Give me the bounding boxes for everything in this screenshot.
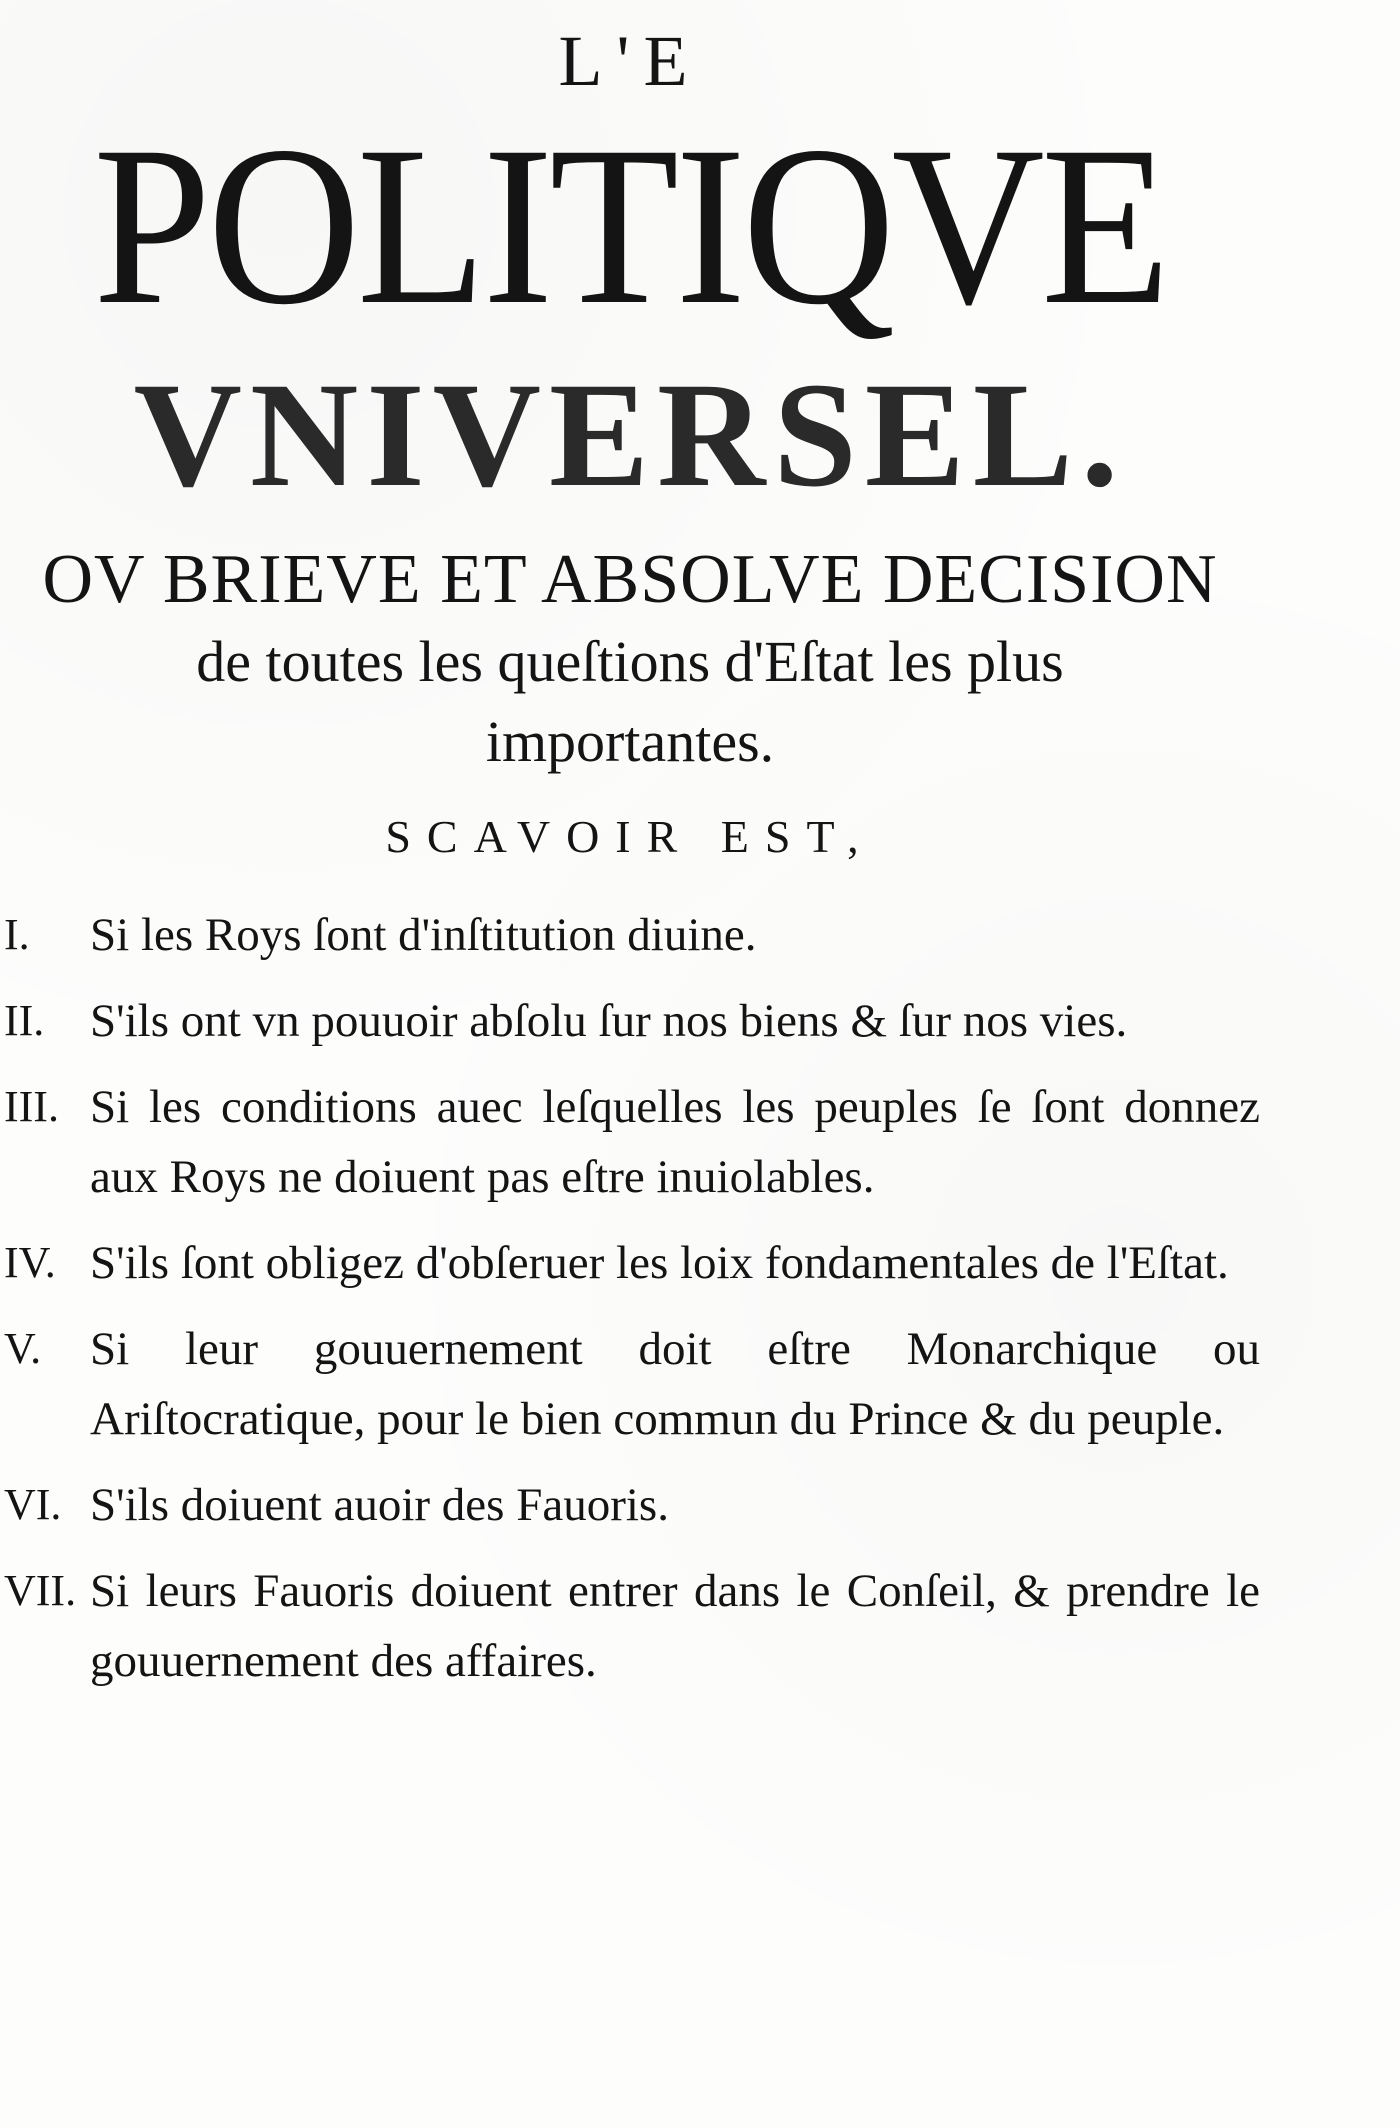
question-number: IV. bbox=[4, 1238, 56, 1287]
question-number: VI. bbox=[4, 1480, 62, 1529]
question-text: Si leurs Fauoris doiuent entrer dans le Conſeil, & prendre le gouuernement des affaires. bbox=[90, 1565, 1260, 1687]
title-article: L'E bbox=[558, 21, 702, 101]
description-line-1: de toutes les queſtions d'Eſtat les plus bbox=[196, 629, 1064, 694]
question-item bbox=[0, 986, 1280, 1056]
question-text: Si les conditions auec leſquelles les peuples ſe ſont donnez aux Roys ne doiuent pas eſtre inuiolables. bbox=[90, 1081, 1260, 1203]
question-item bbox=[0, 1072, 1280, 1212]
question-text: S'ils ont vn pouuoir abſolu ſur nos biens & ſur nos vies. bbox=[90, 995, 1128, 1047]
questions-list bbox=[0, 900, 1280, 1712]
question-item bbox=[0, 1314, 1280, 1454]
question-text: S'ils doiuent auoir des Fauoris. bbox=[90, 1479, 669, 1531]
question-number: V. bbox=[4, 1324, 42, 1373]
question-text: Si les Roys ſont d'inſtitution diuine. bbox=[90, 909, 757, 961]
question-number: VII. bbox=[4, 1566, 77, 1615]
question-number: I. bbox=[4, 910, 30, 959]
main-title: POLITIQVE bbox=[93, 100, 1167, 352]
subtitle: OV BRIEVE ET ABSOLVE DECISION bbox=[42, 541, 1218, 618]
question-item bbox=[0, 1556, 1280, 1696]
question-item bbox=[0, 900, 1280, 970]
question-number: III. bbox=[4, 1082, 59, 1131]
question-text: S'ils ſont obligez d'obſeruer les loix fondamentales de l'Eſtat. bbox=[90, 1237, 1229, 1289]
question-text: Si leur gouuernement doit eſtre Monarchique ou Ariſtocratique, pour le bien commun du Prince & du peuple. bbox=[90, 1323, 1260, 1445]
question-number: II. bbox=[4, 996, 45, 1045]
description-line-2: importantes. bbox=[485, 709, 775, 774]
title-line-2: VNIVERSEL. bbox=[133, 352, 1127, 518]
question-item bbox=[0, 1470, 1280, 1540]
question-item bbox=[0, 1228, 1280, 1298]
scavoir-heading: SCAVOIR EST, bbox=[385, 811, 875, 862]
